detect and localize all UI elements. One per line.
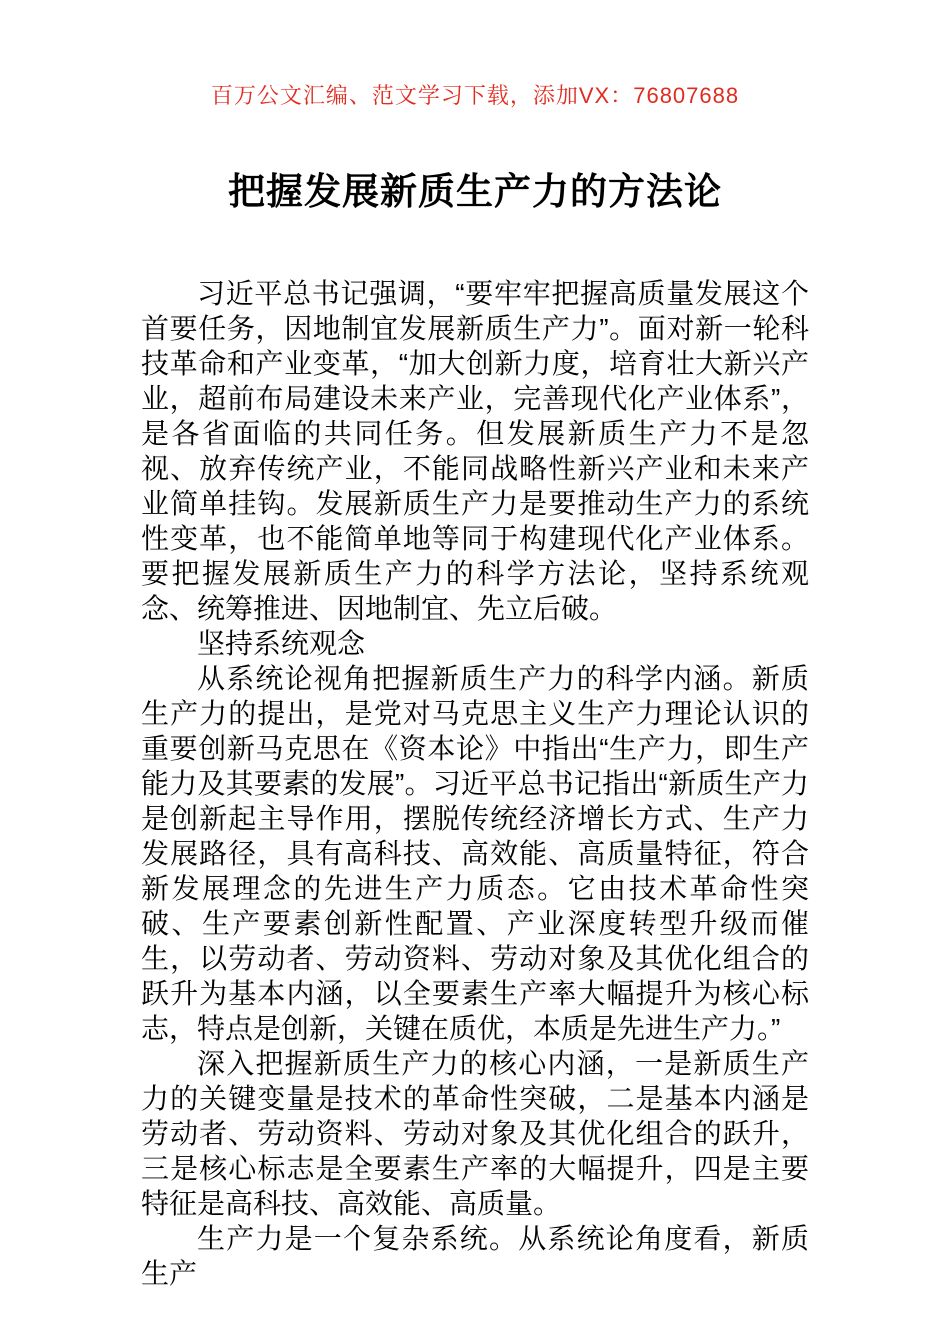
paragraph-core-connotation: 深入把握新质生产力的核心内涵，一是新质生产力的关键变量是技术的革命性突破，二是基本内涵是劳动者、劳动资料、劳动对象及其优化组合的跃升，三是核心标志是全要素生产率的大幅提升，四是主要特征是高科技、高效能、高质量。: [141, 1048, 809, 1219]
document-body: [141, 276, 809, 1291]
header-ad-note: 百万公文汇编、范文学习下载，添加VX：76807688: [210, 83, 740, 108]
paragraph-intro: 习近平总书记强调，“要牢牢把握高质量发展这个首要任务，因地制宜发展新质生产力”。面对新一轮科技革命和产业变革，“加大创新力度，培育壮大新兴产业，超前布局建设未来产业，完善现代化产业体系”，是各省面临的共同任务。但发展新质生产力不是忽视、放弃传统产业，不能同战略性新兴产业和未来产业简单挂钩。发展新质生产力是要推动生产力的系统性变革，也不能简单地等同于构建现代化产业体系。要把握发展新质生产力的科学方法论，坚持系统观念、统筹推进、因地制宜、先立后破。: [141, 278, 809, 624]
page-title: 把握发展新质生产力的方法论: [228, 171, 722, 212]
paragraph-system-view: 从系统论视角把握新质生产力的科学内涵。新质生产力的提出，是党对马克思主义生产力理论认识的重要创新马克思在《资本论》中指出“生产力，即生产能力及其要素的发展”。习近平总书记指出“新质生产力是创新起主导作用，摆脱传统经济增长方式、生产力发展路径，具有高科技、高效能、高质量特征，符合新发展理念的先进生产力质态。它由技术革命性突破、生产要素创新性配置、产业深度转型升级而催生，以劳动者、劳动资料、劳动对象及其优化组合的跃升为基本内涵，以全要素生产率大幅提升为核心标志，特点是创新，关键在质优，本质是先进生产力。”: [141, 663, 809, 1044]
paragraph-complex-system: 生产力是一个复杂系统。从系统论角度看，新质生产: [141, 1223, 809, 1289]
paragraph-subheading-system-concept: 坚持系统观念: [197, 628, 366, 659]
